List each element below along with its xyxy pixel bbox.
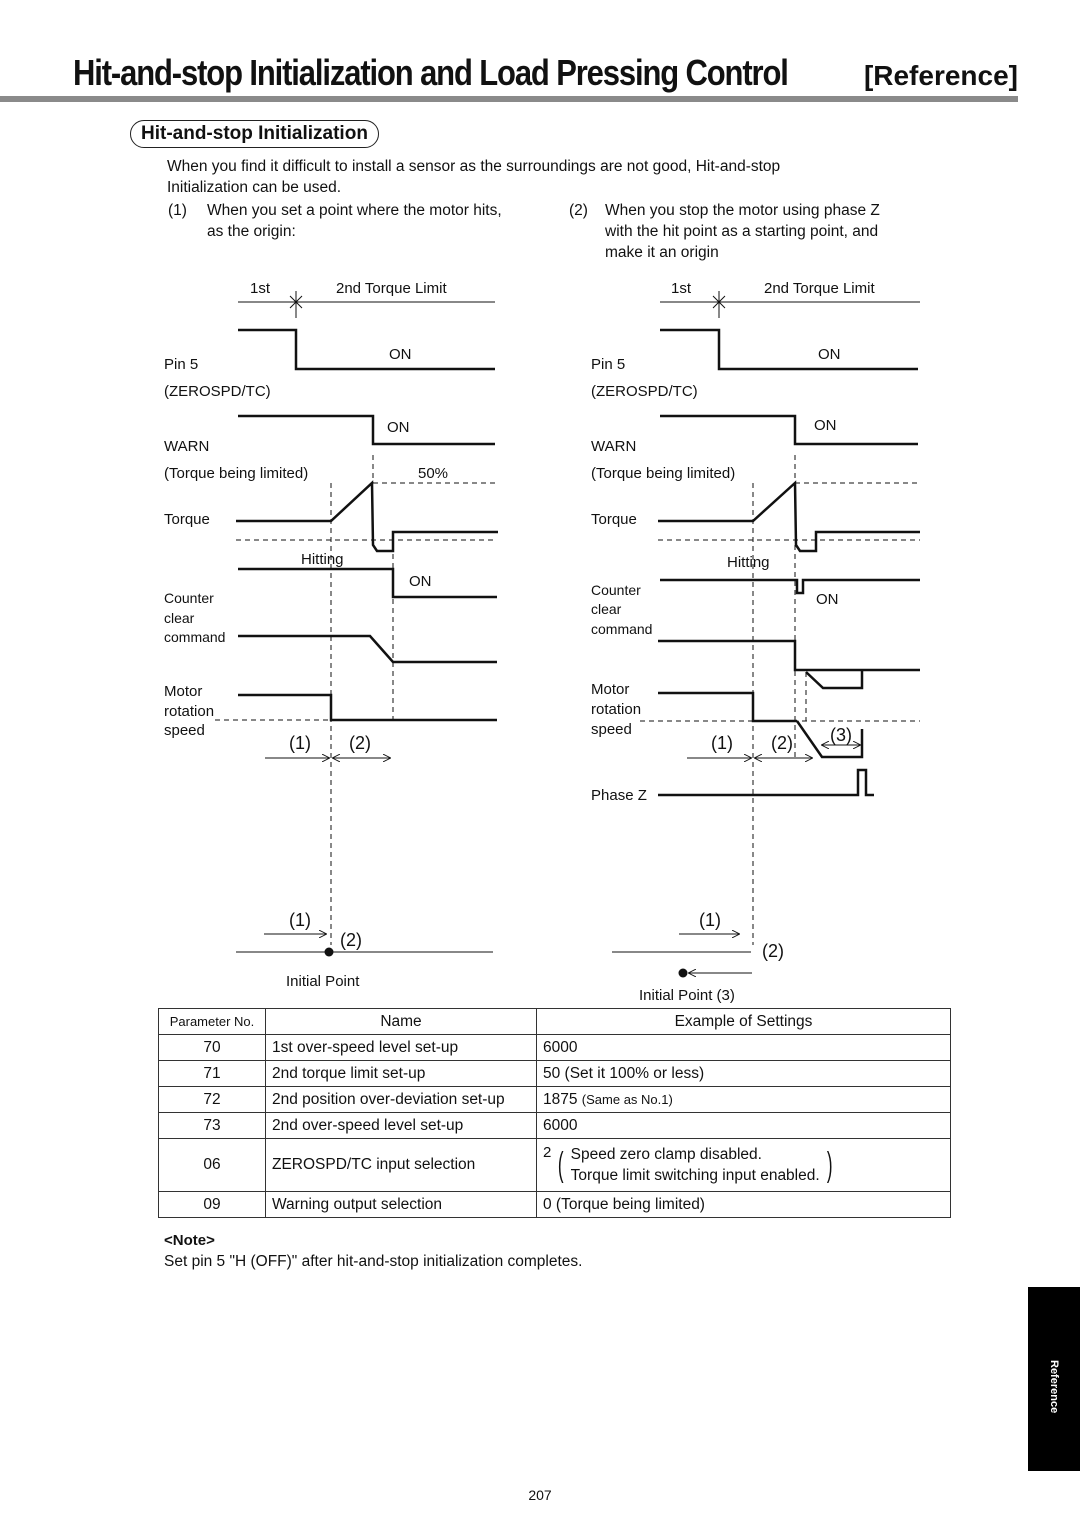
label-clear: clear	[591, 601, 622, 617]
initial-point-dot	[679, 969, 688, 978]
param-value	[537, 1139, 951, 1192]
label-pin5: Pin 5	[164, 356, 199, 373]
label-phase-2: (2)	[340, 930, 362, 950]
label-phase-1: (1)	[289, 733, 311, 753]
label-torque: Torque	[591, 511, 637, 528]
label-2nd-torque-limit: 2nd Torque Limit	[336, 280, 447, 297]
counter-clear-signal	[660, 580, 920, 593]
label-rotation: rotation	[164, 703, 215, 720]
label-speed: speed	[591, 721, 632, 738]
label-speed: speed	[164, 722, 205, 739]
label-50-percent: 50%	[418, 465, 449, 482]
diagram-phase-z-origin	[591, 280, 920, 1004]
table-row	[159, 1035, 951, 1061]
param-value	[537, 1087, 951, 1113]
label-on: ON	[814, 417, 837, 434]
table-row	[159, 1087, 951, 1113]
param-value-number: 1875	[543, 1090, 578, 1108]
label-motor: Motor	[164, 683, 203, 700]
label-clear: clear	[164, 610, 195, 626]
label-initial-point-3: Initial Point (3)	[639, 987, 735, 1004]
table-row	[159, 1139, 951, 1192]
param-name: Warning output selection	[266, 1192, 537, 1218]
param-no: 73	[159, 1113, 266, 1139]
page-title: Hit-and-stop Initialization and Load Pressing Control	[73, 52, 788, 93]
label-warn: WARN	[164, 438, 210, 455]
torque-signal	[658, 483, 920, 551]
param-value-line: Speed zero clamp disabled.	[570, 1146, 762, 1163]
label-zerospd: (ZEROSPD/TC)	[164, 383, 271, 400]
label-hitting: Hitting	[301, 551, 344, 568]
command-signal	[658, 641, 920, 670]
motor-speed-signal	[658, 693, 797, 721]
column-header: Parameter No.	[159, 1009, 266, 1035]
case-line: as the origin:	[207, 223, 296, 240]
note-label: <Note>	[164, 1232, 215, 1249]
label-initial-point: Initial Point	[286, 973, 360, 990]
parameter-table	[158, 1008, 951, 1218]
warn-signal	[238, 416, 495, 444]
label-phase-1: (1)	[699, 910, 721, 930]
case-line: When you set a point where the motor hits,	[207, 202, 502, 219]
label-1st: 1st	[671, 280, 692, 297]
label-on: ON	[816, 591, 839, 608]
command-tail	[806, 670, 862, 688]
note-text: Set pin 5 "H (OFF)" after hit-and-stop initialization completes.	[164, 1253, 583, 1270]
param-no: 09	[159, 1192, 266, 1218]
label-command: command	[591, 621, 653, 637]
right-brace: )	[826, 1146, 833, 1184]
param-no: 71	[159, 1061, 266, 1087]
label-2nd-torque-limit: 2nd Torque Limit	[764, 280, 875, 297]
param-value: 0 (Torque being limited)	[537, 1192, 951, 1218]
table-row	[159, 1061, 951, 1087]
param-name: 2nd position over-deviation set-up	[266, 1087, 537, 1113]
label-command: command	[164, 629, 226, 645]
param-name: 1st over-speed level set-up	[266, 1035, 537, 1061]
param-name: 2nd torque limit set-up	[266, 1061, 537, 1087]
param-value: 50 (Set it 100% or less)	[537, 1061, 951, 1087]
case-line: make it an origin	[605, 244, 719, 261]
warn-signal	[660, 416, 918, 444]
label-torque-limited: (Torque being limited)	[164, 465, 309, 482]
label-pin5: Pin 5	[591, 356, 626, 373]
label-warn: WARN	[591, 438, 637, 455]
label-on: ON	[409, 573, 432, 590]
label-phase-1: (1)	[711, 733, 733, 753]
label-1st: 1st	[250, 280, 271, 297]
pin5-signal	[660, 330, 918, 369]
table-row	[159, 1113, 951, 1139]
label-rotation: rotation	[591, 701, 642, 718]
label-phase-2: (2)	[349, 733, 371, 753]
page-number: 207	[528, 1487, 552, 1503]
column-header: Example of Settings	[537, 1009, 951, 1035]
label-hitting: Hitting	[727, 554, 770, 571]
side-tab-reference[interactable]	[1028, 1287, 1080, 1471]
label-phase-2: (2)	[771, 733, 793, 753]
label-counter: Counter	[164, 590, 214, 606]
param-no: 70	[159, 1035, 266, 1061]
command-signal	[238, 636, 497, 662]
motor-speed-signal	[238, 695, 497, 720]
label-torque-limited: (Torque being limited)	[591, 465, 736, 482]
param-value-lines	[571, 1144, 820, 1186]
label-phase-1: (1)	[289, 910, 311, 930]
param-name: ZEROSPD/TC input selection	[266, 1139, 537, 1192]
param-no: 72	[159, 1087, 266, 1113]
diagram-hit-origin	[164, 280, 498, 990]
param-value-line: Torque limit switching input enabled.	[570, 1167, 820, 1184]
intro-line: Initialization can be used.	[167, 179, 342, 196]
param-value: 6000	[537, 1113, 951, 1139]
counter-clear-signal	[238, 569, 497, 597]
param-value-note: (Same as No.1)	[581, 1091, 673, 1107]
label-zerospd: (ZEROSPD/TC)	[591, 383, 698, 400]
left-brace: (	[558, 1146, 564, 1184]
intro-line: When you find it difficult to install a sensor as the surroundings are not good, Hit-and-stop	[167, 158, 781, 175]
initial-point-dot	[325, 948, 334, 957]
case-1-number: (1)	[168, 202, 187, 219]
label-on: ON	[389, 346, 412, 363]
param-name: 2nd over-speed level set-up	[266, 1113, 537, 1139]
case-line: with the hit point as a starting point, and	[605, 223, 879, 240]
phase-z-signal	[658, 770, 874, 795]
reference-tag: [Reference]	[863, 60, 1018, 91]
label-on: ON	[387, 419, 410, 436]
label-phase-3: (3)	[830, 725, 852, 745]
param-value-group	[543, 1144, 944, 1186]
label-motor: Motor	[591, 681, 630, 698]
case-line: When you stop the motor using phase Z	[605, 202, 880, 219]
param-value: 6000	[537, 1035, 951, 1061]
label-phase-2: (2)	[762, 941, 784, 961]
torque-signal	[236, 483, 498, 551]
table-header-row	[159, 1009, 951, 1035]
label-on: ON	[818, 346, 841, 363]
side-tab-label: Reference	[1048, 1360, 1060, 1414]
column-header: Name	[266, 1009, 537, 1035]
label-phase-z: Phase Z	[591, 787, 647, 804]
param-value-number: 2	[543, 1144, 552, 1161]
section-heading: Hit-and-stop Initialization	[130, 120, 379, 148]
table-row	[159, 1192, 951, 1218]
pin5-signal	[238, 330, 495, 369]
param-no: 06	[159, 1139, 266, 1192]
label-torque: Torque	[164, 511, 210, 528]
case-2-number: (2)	[569, 202, 588, 219]
label-counter: Counter	[591, 582, 641, 598]
